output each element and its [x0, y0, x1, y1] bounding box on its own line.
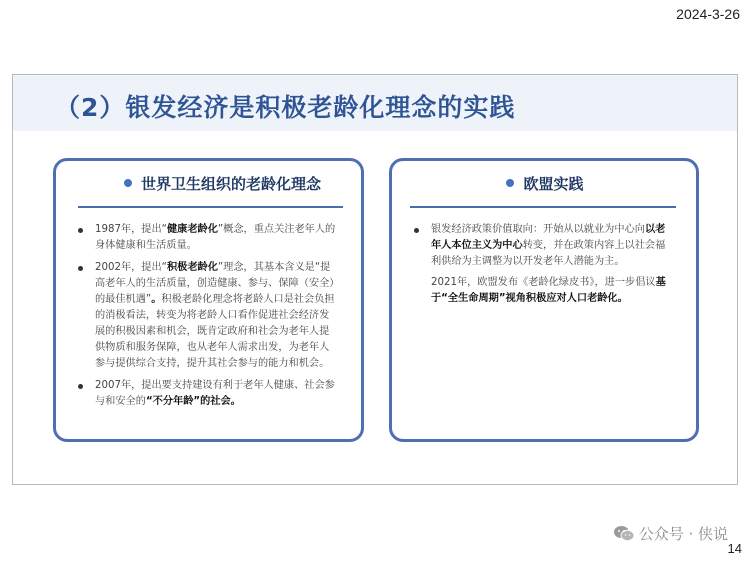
emphasis-text: 。: [151, 294, 162, 305]
bullet-paragraph: [95, 260, 339, 372]
divider: [78, 206, 343, 208]
page-number: 14: [727, 541, 742, 556]
emphasis-text: 基于“全生命周期”视角积极应对人口老龄化。: [431, 277, 666, 304]
bullet-dot-icon: [78, 266, 83, 271]
bullet-dot-icon: [78, 228, 83, 233]
who-card: [53, 158, 364, 442]
bullet-item: [76, 378, 339, 410]
emphasis-text: 以老年人本位主义为中心: [431, 224, 666, 251]
body-text: 积极老龄化理念将老龄人口是社会负担的消极看法，转变为将老龄人口看作促进社会经济发展的积极因素和机会，既肯定政府和社会为老年人提供物质和服务保障，也从老年人需求出发，为老年人参与提供综合支持，提升其社会参与的能力和机会。: [95, 294, 335, 369]
bullet-paragraph: [95, 222, 339, 254]
body-text: 2021年，欧盟发布《老龄化绿皮书》，进一步倡议: [431, 277, 656, 288]
body-text: 银发经济政策价值取向：开始从以就业为中心向: [431, 224, 645, 235]
bullet-paragraph: [431, 275, 674, 307]
emphasis-text: “不分年龄”的社会。: [145, 396, 241, 407]
bullet-paragraph: [95, 378, 339, 410]
bullet-dot-icon: [78, 384, 83, 389]
eu-card-title: 欧盟实践: [523, 175, 584, 193]
emphasis-text: 健康老龄化: [166, 224, 218, 235]
body-text: 转变，并在政策内容上以社会福利供给为主调整为以开发老年人潜能为主。: [431, 240, 666, 267]
body-text: 2002年，提出“: [95, 262, 167, 273]
eu-bullet-list: [412, 222, 674, 313]
card-heading: [392, 173, 696, 194]
wechat-icon: [613, 525, 635, 542]
body-text: ”概念，重点关注老年人的身体健康和生活质量。: [95, 224, 336, 251]
slide: [12, 74, 738, 485]
bullet-item: [412, 222, 674, 307]
bullet-paragraph: [431, 222, 674, 270]
bullet-dot-icon: [414, 228, 419, 233]
divider: [410, 206, 676, 208]
card-heading: [56, 173, 361, 194]
body-text: 1987年，提出“: [95, 224, 167, 235]
bullet-item: [76, 260, 339, 372]
bullet-item: [76, 222, 339, 254]
date-label: 2024-3-26: [676, 6, 740, 22]
body-text: ”理念，其基本含义是“提高老年人的生活质量，创造健康、参与、保障（安全）的最佳机遇”: [95, 262, 335, 305]
slide-title: （2）银发经济是积极老龄化理念的实践: [55, 93, 516, 122]
bullet-dot-icon: [124, 179, 132, 187]
body-text: 2007年，提出要支持建设有利于老年人健康、社会参与和安全的: [95, 380, 335, 407]
who-bullet-list: [76, 222, 339, 416]
emphasis-text: 积极老龄化: [166, 262, 218, 273]
who-card-title: 世界卫生组织的老龄化理念: [140, 175, 321, 193]
eu-card: [389, 158, 699, 442]
bullet-dot-icon: [506, 179, 514, 187]
watermark: [613, 523, 728, 544]
title-band: [13, 75, 737, 131]
watermark-text: 公众号 · 侠说: [638, 525, 728, 543]
